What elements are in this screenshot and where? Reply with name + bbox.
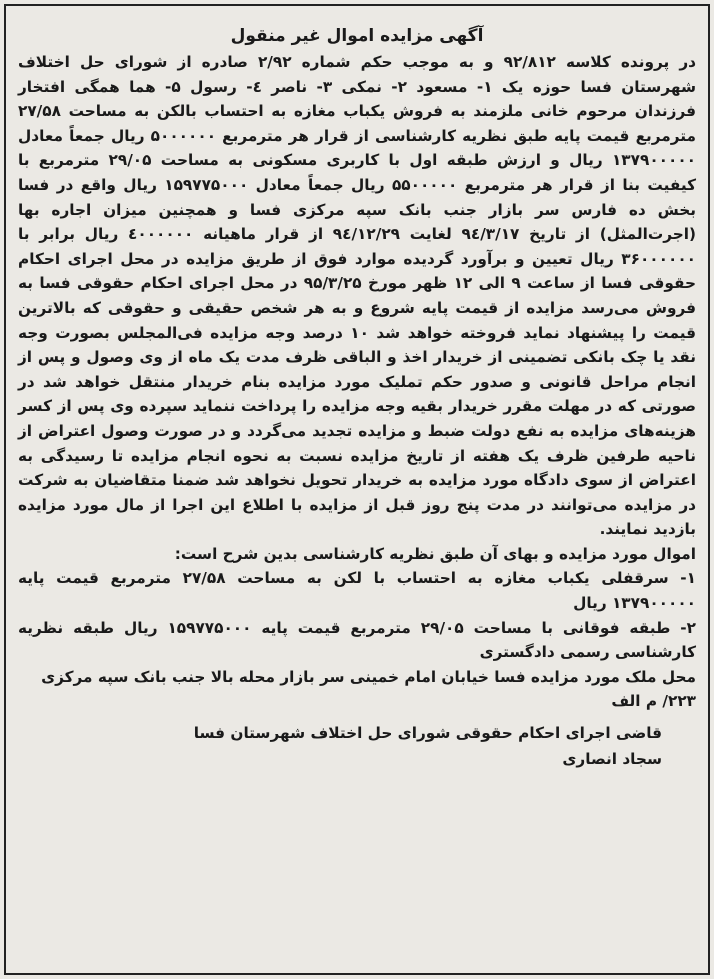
list-item: ۲- طبقه فوقانی با مساحت ۲۹/۰۵ مترمربع قیمت پایه ۱۵۹۷۷۵۰۰۰ ریال طبقه نظریه کارشناسی رسمی دادگستری [18,618,696,662]
list-item: ۱- سرقفلی یکباب مغازه به احتساب با لکن به مساحت ۲۷/۵۸ مترمربع قیمت پایه ۱۳۷۹۰۰۰۰۰ ریال [18,569,696,613]
reference-number: ۲۲۳/ م الف [611,692,696,711]
notice-title: آگهی مزایده اموال غیر منقول [230,26,484,46]
property-location: محل ملک مورد مزایده فسا خیابان امام خمینی سر بازار محله بالا جنب بانک سپه مرکزی [41,667,696,686]
notice-frame [4,4,710,975]
items-intro: اموال مورد مزایده و بهای آن طبق نظریه کارشناسی بدین شرح است: [174,544,696,563]
signer-title: قاضی اجرای احکام حقوقی شورای حل اختلاف شهرستان فسا [193,724,662,743]
signer-name: سجاد انصاری [562,750,662,769]
notice-body-paragraph: در پرونده کلاسه ۹۲/۸۱۲ و به موجب حکم شماره ۲/۹۲ صادره از شورای حل اختلاف شهرستان فسا حوزه یک ۱- مسعود ۲- نمکی ۳- ناصر ٤- رسول ۵- هما همگی افتخار فرزندان مرحوم خانی ملزمند به فروش یکباب مغازه به احتساب بالکن به مساحت ۲۷/۵۸ مترمربع قیمت پایه طبق نظریه کارشناسی از قرار هر مترمربع ۵۰۰۰۰۰۰ ریال جمعاً معادل ۱۳۷۹۰۰۰۰۰ ریال و ارزش طبقه اول با کاربری مسکونی به مساحت ۲۹/۰۵ مترمربع با کیفیت بنا از قرار هر مترمربع ۵۵۰۰۰۰۰ ریال جمعاً معادل ۱۵۹۷۷۵۰۰۰ ریال واقع در فسا بخش ده فارس سر بازار جنب بانک سپه مرکزی فسا و همچنین میزان اجاره بها (اجرت‌المثل) از تاریخ ۹٤/۳/۱۷ لغایت ۹٤/۱۲/۲۹ از قرار ماهیانه ٤۰۰۰۰۰۰ ریال برابر با ۳۶۰۰۰۰۰۰ ریال تعیین و برآورد گردیده موارد فوق از طریق مزایده در محل اجرای احکام حقوقی فسا از ساعت ۹ الی ۱۲ ظهر مورخ ۹۵/۳/۲۵ در محل اجرای احکام حقوقی فسا به فروش می‌رسد مزایده از قیمت پایه شروع و به هر شخص حقیقی و حقوقی که بالاترین قیمت را پیشنهاد نماید فروخته خواهد شد ۱۰ درصد وجه مزایده فی‌المجلس بصورت وجه نقد یا چک بانکی تضمینی از خریدار اخذ و الباقی ظرف مدت یک ماه از وی وصول و پس از انجام مراحل قانونی و صدور حکم تملیک مورد مزایده بنام خریدار منتقل خواهد شد در صورتی که در مهلت مقرر خریدار بقیه وجه مزایده را پرداخت ننماید سپرده وی پس از کسر هزینه‌های مزایده به نفع دولت ضبط و مزایده تجدید می‌گردد و در صورت وصول اعتراض از ناحیه طرفین ظرف یک هفته از تاریخ مزایده نسبت به نحوه انجام مزایده تا رسیدگی به اعتراض از سوی دادگاه مورد مزایده به خریدار تحویل نخواهد شد ضمنا متقاضیان به شرکت در مزایده می‌توانند در مدت پنج روز قبل از مزایده با اطلاع این اجرا از مال مورد مزایده بازدید نمایند. [18,53,697,539]
signature-block [18,720,662,772]
